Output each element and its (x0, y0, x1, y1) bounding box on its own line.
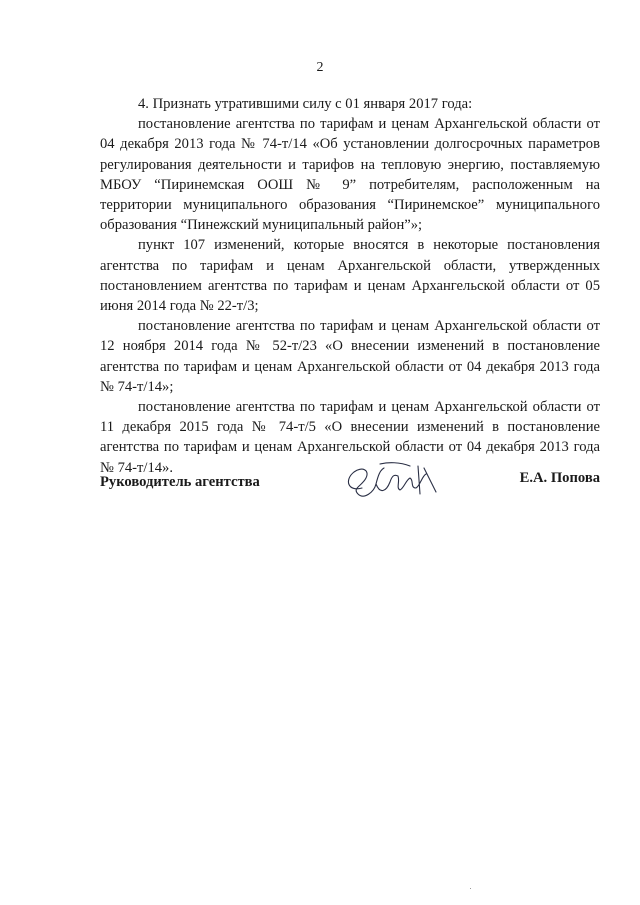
signatory-title: Руководитель агентства (100, 474, 260, 490)
page-number: 2 (316, 60, 324, 75)
handwritten-signature-icon (340, 458, 440, 506)
paragraph-resolution-74-t-14: постановление агентства по тарифам и ценам Архангельской области от 04 декабря 2013 года № 74-т/14 «Об установлении долгосрочных параметров регулирования деятельности и тарифов на тепловую энергию, поставляемую МБОУ “Пиринемская ООШ № 9” потребителям, расположенным на территории муниципального образования “Пиринемское” муниципального образования “Пинежский муниципальный район”»; (100, 116, 600, 234)
signatory-name: Е.А. Попова (519, 470, 600, 486)
paragraph-resolution-52-t-23: постановление агентства по тарифам и ценам Архангельской области от 12 ноября 2014 года № 52-т/23 «О внесении изменений в постановление агентства по тарифам и ценам Архангельской области от 04 декабря 2013 года № 74-т/14»; (100, 318, 600, 395)
signature-block (100, 470, 600, 510)
scan-artifact-dot (470, 888, 471, 889)
paragraph-item-4-heading: 4. Признать утратившими силу с 01 января 2017 года: (138, 96, 473, 112)
document-body (100, 94, 600, 478)
paragraph-resolution-74-t-5: постановление агентства по тарифам и ценам Архангельской области от 11 декабря 2015 года № 74-т/5 «О внесении изменений в постановление агентства по тарифам и ценам Архангельской области от 04 декабря 2013 года № 74-т/14». (100, 399, 600, 476)
paragraph-item-107: пункт 107 изменений, которые вносятся в некоторые постановления агентства по тарифам и ценам Архангельской области, утвержденных постановлением агентства по тарифам и ценам Архангельской области от 05 июня 2014 года № 22-т/3; (100, 237, 600, 315)
